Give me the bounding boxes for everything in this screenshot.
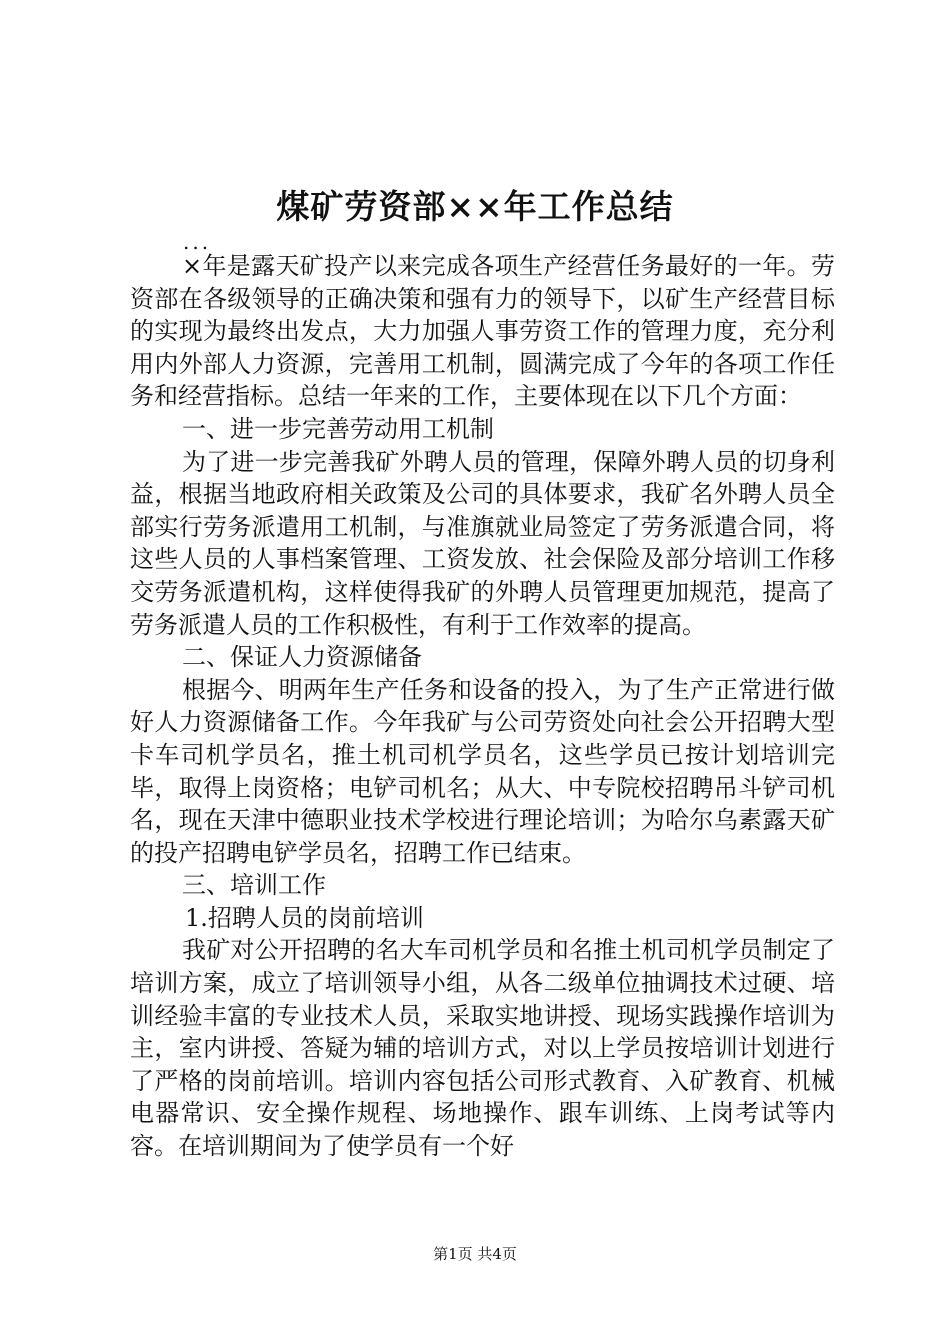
section-heading-1: 一、进一步完善劳动用工机制 (182, 414, 494, 443)
section-2-paragraph: 根据今、明两年生产任务和设备的投入，为了生产正常进行做好人力资源储备工作。今年我矿与公司劳资处向社会公开招聘大型卡车司机学员名，推土机司机学员名，这些学员已按计划培训完毕，取得上岗资格；电铲司机名；从大、中专院校招聘吊斗铲司机名，现在天津中德职业技术学校进行理论培训；为哈尔乌素露天矿的投产招聘电铲学员名，招聘工作已结束。 (130, 675, 835, 867)
ellipsis-mark: ... (183, 230, 212, 254)
intro-paragraph: ×年是露天矿投产以来完成各项生产经营任务最好的一年。劳资部在各级领导的正确决策和强有力的领导下，以矿生产经营目标的实现为最终出发点，大力加强人事劳资工作的管理力度，充分利用内外部人力资源，完善用工机制，圆满完成了今年的各项工作任务和经营指标。总结一年来的工作，主要体现在以下几个方面： (130, 252, 835, 411)
document-body (130, 250, 835, 1163)
subsection-heading-3-1: 1.招聘人员的岗前培训 (185, 903, 424, 932)
section-1-paragraph: 为了进一步完善我矿外聘人员的管理，保障外聘人员的切身利益，根据当地政府相关政策及公司的具体要求，我矿名外聘人员全部实行劳务派遣用工机制，与准旗就业局签定了劳务派遣合同，将这些人员的人事档案管理、工资发放、社会保险及部分培训工作移交劳务派遣机构，这样使得我矿的外聘人员管理更加规范，提高了劳务派遣人员的工作积极性，有利于工作效率的提高。 (130, 447, 835, 639)
section-heading-2: 二、保证人力资源储备 (182, 643, 422, 672)
section-heading-3: 三、培训工作 (182, 871, 326, 900)
section-3-1-paragraph: 我矿对公开招聘的名大车司机学员和名推土机司机学员制定了培训方案，成立了培训领导小组，从各二级单位抽调技术过硬、培训经验丰富的专业技术人员，采取实地讲授、现场实践操作培训为主，室内讲授、答疑为辅的培训方式，对以上学员按培训计划进行了严格的岗前培训。培训内容包括公司形式教育、入矿教育、机械电器常识、安全操作规程、场地操作、跟车训练、上岗考试等内容。在培训期间为了使学员有一个好 (130, 936, 835, 1161)
page-footer: 第1页 共4页 (433, 1245, 517, 1263)
document-title: 煤矿劳资部××年工作总结 (276, 187, 674, 226)
